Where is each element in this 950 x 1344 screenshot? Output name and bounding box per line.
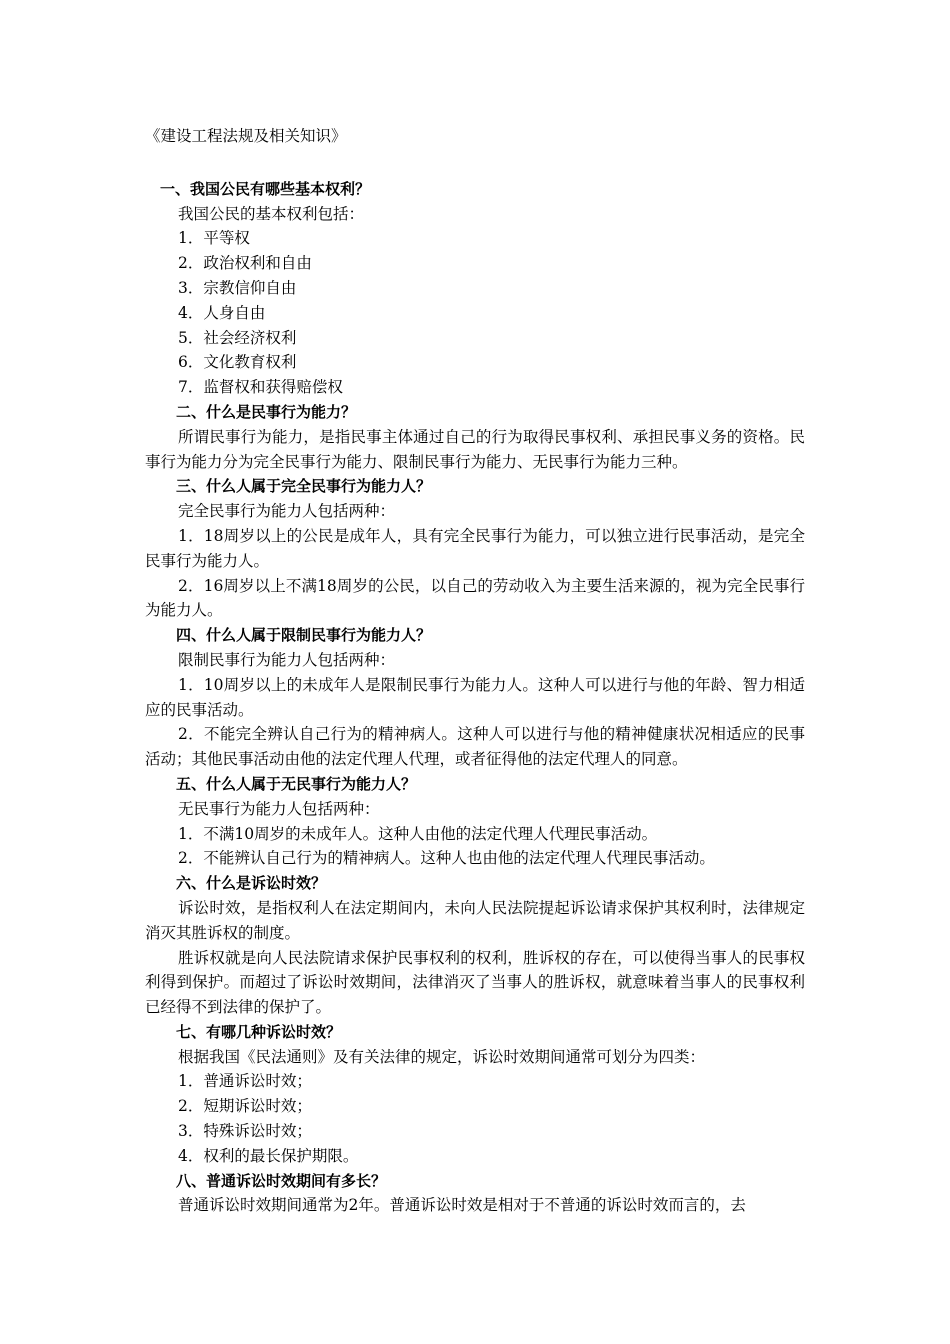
section-heading: 八、普通诉讼时效期间有多长？ <box>176 1171 387 1190</box>
paragraph: 1．10周岁以上的未成年人是限制民事行为能力人。这种人可以进行与他的年龄、智力相适应的民事活动。 <box>145 675 805 719</box>
document-title: 《建设工程法规及相关知识》 <box>145 127 347 145</box>
list-item: 4．权利的最长保护期限。 <box>178 1146 359 1165</box>
section-heading: 三、什么人属于完全民事行为能力人？ <box>176 477 432 496</box>
list-item: 5．社会经济权利 <box>178 328 297 347</box>
section-heading: 六、什么是诉讼时效？ <box>176 874 327 893</box>
list-item: 2．政治权利和自由 <box>178 254 312 273</box>
paragraph: 2．不能完全辨认自己行为的精神病人。这种人可以进行与他的精神健康状况相适应的民事活动；其他民事活动由他的法定代理人代理，或者征得他的法定代理人的同意。 <box>145 725 805 769</box>
section-heading: 七、有哪几种诉讼时效？ <box>176 1022 342 1041</box>
paragraph: 限制民事行为能力人包括两种： <box>178 650 396 669</box>
list-item: 6．文化教育权利 <box>178 353 297 372</box>
list-item: 7．监督权和获得赔偿权 <box>178 378 343 397</box>
section-heading: 一、我国公民有哪些基本权利？ <box>160 179 371 198</box>
section-heading: 五、什么人属于无民事行为能力人？ <box>176 774 417 793</box>
section-heading: 二、什么是民事行为能力？ <box>176 402 357 421</box>
paragraph: 普通诉讼时效期间通常为2年。普通诉讼时效是相对于不普通的诉讼时效而言的，去 <box>178 1196 746 1215</box>
paragraph: 1．不满10周岁的未成年人。这种人由他的法定代理人代理民事活动。 <box>178 824 658 843</box>
section-heading: 四、什么人属于限制民事行为能力人？ <box>176 626 432 645</box>
paragraph: 2．不能辨认自己行为的精神病人。这种人也由他的法定代理人代理民事活动。 <box>178 849 715 868</box>
list-item: 4．人身自由 <box>178 303 266 322</box>
paragraph: 我国公民的基本权利包括： <box>178 204 365 223</box>
paragraph: 根据我国《民法通则》及有关法律的规定，诉讼时效期间通常可划分为四类： <box>178 1047 706 1066</box>
paragraph: 无民事行为能力人包括两种： <box>178 799 380 818</box>
paragraph: 诉讼时效，是指权利人在法定期间内，未向人民法院提起诉讼请求保护其权利时，法律规定消灭其胜诉权的制度。 <box>145 898 805 942</box>
paragraph: 完全民事行为能力人包括两种： <box>178 502 396 521</box>
paragraph: 所谓民事行为能力，是指民事主体通过自己的行为取得民事权利、承担民事义务的资格。民事行为能力分为完全民事行为能力、限制民事行为能力、无民事行为能力三种。 <box>145 427 805 471</box>
list-item: 3．特殊诉讼时效； <box>178 1122 312 1141</box>
list-item: 1．普通诉讼时效； <box>178 1072 312 1091</box>
paragraph: 胜诉权就是向人民法院请求保护民事权利的权利，胜诉权的存在，可以使得当事人的民事权利得到保护。而超过了诉讼时效期间，法律消灭了当事人的胜诉权，就意味着当事人的民事权利已经得不到法律的保护了。 <box>145 948 805 1017</box>
document-page <box>145 124 805 1218</box>
paragraph: 1．18周岁以上的公民是成年人，具有完全民事行为能力，可以独立进行民事活动，是完全民事行为能力人。 <box>145 526 805 570</box>
list-item: 1．平等权 <box>178 229 250 248</box>
paragraph: 2．16周岁以上不满18周岁的公民，以自己的劳动收入为主要生活来源的，视为完全民事行为能力人。 <box>145 576 805 620</box>
list-item: 2．短期诉讼时效； <box>178 1097 312 1116</box>
list-item: 3．宗教信仰自由 <box>178 278 297 297</box>
